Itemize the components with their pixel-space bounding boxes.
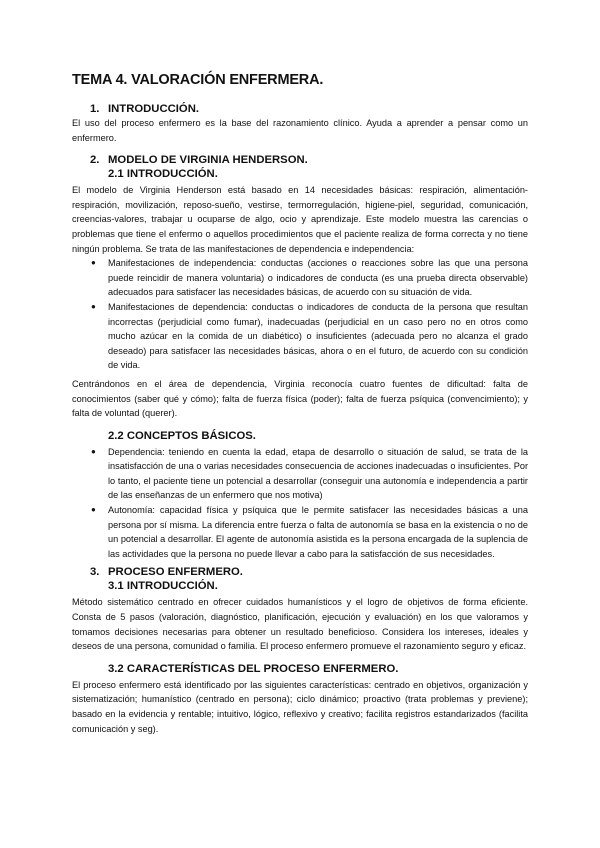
subsection-2-1-heading: 2.1 INTRODUCCIÓN. — [108, 168, 218, 181]
subsection-3-2-heading: 3.2 CARACTERÍSTICAS DEL PROCESO ENFERMERO. — [108, 662, 399, 675]
section-2-number: 2. — [90, 154, 100, 167]
subsection-2-2-heading: 2.2 CONCEPTOS BÁSICOS. — [108, 429, 256, 442]
subsection-2-1-closing: Centrándonos en el área de dependencia, Virginia reconocía cuatro fuentes de dificultad: falta de conocimientos (saber qué y cómo); falta de fuerza física (poder); falta de fuerza psíquica (convencimiento); y falta de voluntad (querer). — [72, 378, 528, 419]
bullet-icon: ● — [91, 446, 96, 456]
list-item: ● Manifestaciones de dependencia: conductas o indicadores de conducta de la persona que resultan incorrectas (perjudicial como fumar), inadecuadas (perjudicial en un caso pero no en otros como mucho azúcar en la comida de un diabético) o insuficientes (adecuada pero no alcanza el grado deseado) para satisfacer las necesidades básicas, ahora o en el futuro, de acuerdo con su condición de vida. — [91, 301, 528, 371]
section-1-number: 1. — [90, 103, 100, 115]
bullet-icon: ● — [91, 505, 96, 515]
section-1-text: El uso del proceso enfermero es la base del razonamiento clínico. Ayuda a aprender a pensar como un enfermero. — [72, 118, 528, 143]
section-2-heading — [72, 153, 528, 167]
section-3-heading — [72, 565, 528, 579]
subsection-2-1-list — [72, 256, 528, 373]
bullet-icon: ● — [91, 301, 96, 311]
section-3-number: 3. — [90, 566, 100, 579]
list-item: ● Manifestaciones de independencia: conductas (acciones o reacciones sobre las que una persona puede reincidir de manera voluntaria) o indicadores de conducta (es una prueba directa observable) adecuados para satisfacer las necesidades básicas, de acuerdo con su situación de vida. — [91, 258, 528, 298]
section-1-heading — [72, 102, 528, 116]
section-1-title: INTRODUCCIÓN. — [108, 103, 199, 115]
bullet-icon: ● — [91, 258, 96, 268]
subsection-3-1-text: Método sistemático centrado en ofrecer cuidados humanísticos y el logro de objetivos de forma eficiente. Consta de 5 pasos (valoración, diagnóstico, planificación, ejecución y evaluación) en los que valoramos y tomamos decisiones necesarias para obtener un resultado beneficioso. Considera los intereses, ideales y deseos de una persona, comunidad o familia. El proceso enfermero promueve el razonamiento seguro y eficaz. — [72, 597, 528, 652]
page-title: TEMA 4. VALORACIÓN ENFERMERA. — [72, 72, 324, 88]
subsection-3-2-text: El proceso enfermero está identificado por las siguientes características: centrado en objetivos, organización y sistematización; humanístico (centrado en persona); ciclo dinámico; proactivo (trata problemas y previene); basado en la evidencia y rentable; intuitivo, lógico, reflexivo y creativo; facilita registros estandarizados (facilita comunicación y seg). — [72, 679, 528, 734]
subsection-2-1-text: El modelo de Virginia Henderson está basado en 14 necesidades básicas: respiración, alimentación-respiración, movilización, reposo-sueño, vestirse, termorregulación, higiene-piel, seguridad, comunicación, creencias-valores, trabajar u ocuparse de algo, ocio y aprendizaje. Este modelo muestra las carencias o problemas que tiene el enfermo o aquellos procedimientos que el paciente realiza de forma correcta y no tiene ningún problema. Se trata de las manifestaciones de dependencia e independencia: — [72, 185, 528, 254]
list-item: ● Dependencia: teniendo en cuenta la edad, etapa de desarrollo o situación de salud, se trata de la insatisfacción de una o varias necesidades consecuencia de acciones inadecuadas o insuficientes. Por lo tanto, el paciente tiene un potencial a desarrollar (conseguir una autonomía e independencia a partir de las enseñanzas de un enfermero que nos motiva) — [91, 446, 528, 501]
section-2-title: MODELO DE VIRGINIA HENDERSON. — [108, 154, 308, 167]
section-3-title: PROCESO ENFERMERO. — [108, 566, 243, 579]
document-page — [72, 64, 528, 736]
subsection-2-2-list — [72, 445, 528, 562]
subsection-3-1-heading: 3.1 INTRODUCCIÓN. — [108, 580, 218, 593]
list-item: ● Autonomía: capacidad física y psíquica que le permite satisfacer las necesidades básicas a una persona por sí misma. La diferencia entre fuerza o falta de autonomía se basa en la existencia o no de un potencial a desarrollar. El agente de autonomía asistida es la persona encargada de la suplencia de las actividades que la persona no puede llevar a cabo para la satisfacción de sus necesidades. — [91, 505, 528, 559]
